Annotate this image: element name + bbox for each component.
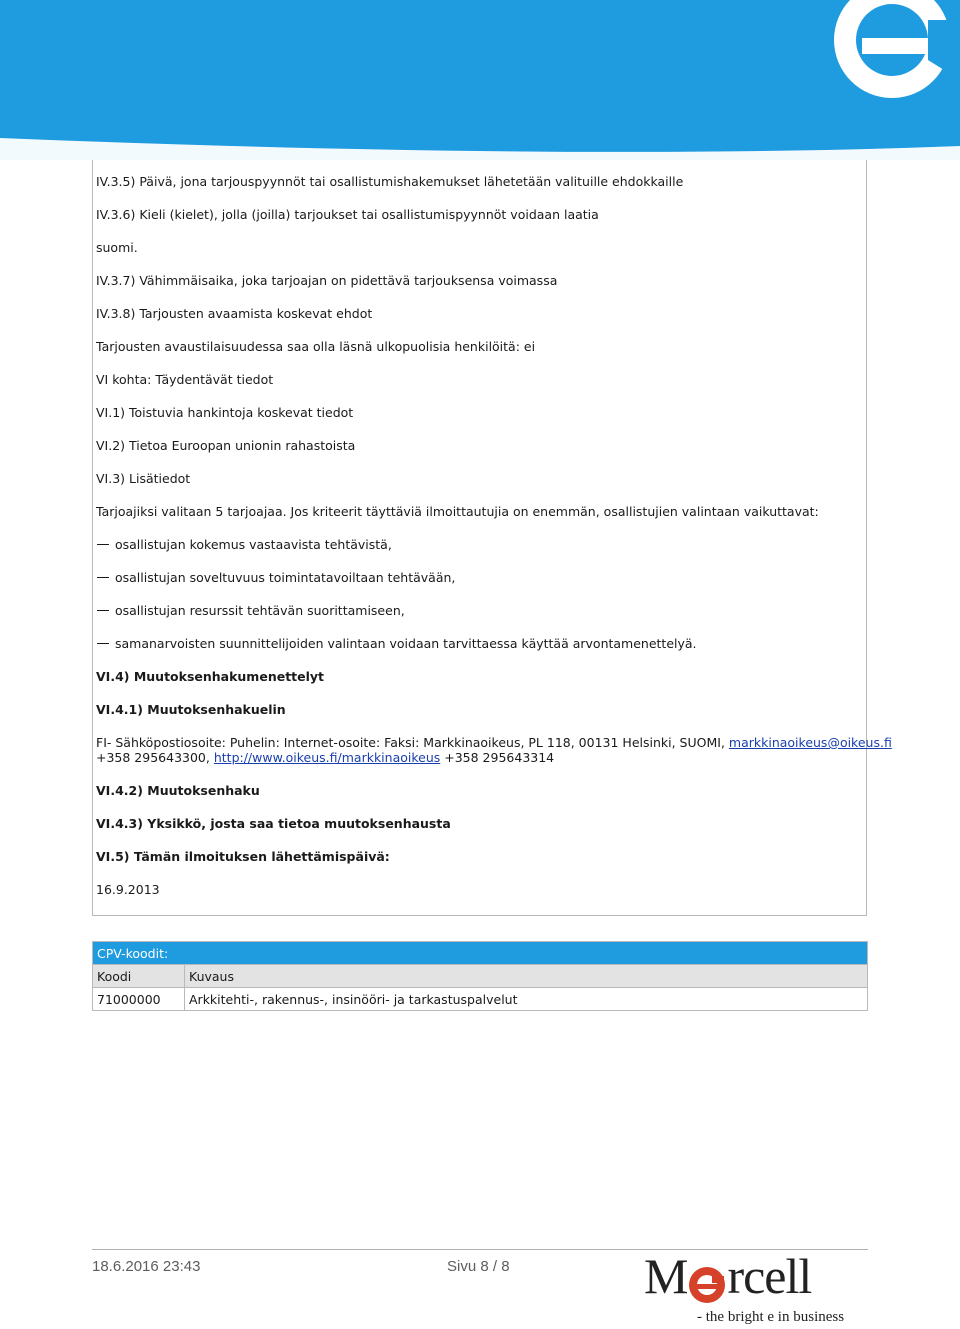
cpv-title: CPV-koodit: (93, 942, 868, 965)
cpv-col-desc: Kuvaus (185, 965, 868, 988)
dash-icon (97, 643, 109, 644)
footer-timestamp: 18.6.2016 23:43 (92, 1258, 201, 1275)
additional-info-text: Tarjoajiksi valitaan 5 tarjoajaa. Jos kriteerit täyttäviä ilmoittautujia on enemmän, osallistujien valintaan vaikuttavat: (96, 504, 819, 519)
email-link[interactable]: markkinaoikeus@oikeus.fi (728, 735, 892, 750)
company-logo (640, 1248, 870, 1329)
language-value: suomi. (96, 240, 138, 255)
cpv-code: 71000000 (93, 988, 185, 1011)
section-iv-3-6: IV.3.6) Kieli (kielet), jolla (joilla) tarjoukset tai osallistumispyynnöt voidaan laatia (96, 207, 599, 222)
review-body-contacts: +358 295643300, http://www.oikeus.fi/markkinaoikeus +358 295643314 (96, 750, 555, 765)
logo-e-icon (688, 1266, 726, 1304)
bullet-item: samanarvoisten suunnittelijoiden valintaan voidaan tarvittaessa käyttää arvontamenettelyä. (96, 636, 697, 651)
section-vi-4-1: VI.4.1) Muutoksenhakuelin (96, 702, 286, 717)
section-vi-2: VI.2) Tietoa Euroopan unionin rahastoista (96, 438, 356, 453)
cpv-desc: Arkkitehti-, rakennus-, insinööri- ja tarkastuspalvelut (185, 988, 868, 1011)
header-banner (0, 0, 960, 160)
section-iv-3-5: IV.3.5) Päivä, jona tarjouspyynnöt tai osallistumishakemukset lähetetään valituille ehdokkaille (96, 174, 684, 189)
elisa-e-icon (0, 0, 960, 160)
bullet-item: osallistujan kokemus vastaavista tehtävistä, (96, 537, 392, 552)
bullet-item: osallistujan soveltuvuus toimintatavoiltaan tehtävään, (96, 570, 455, 585)
section-vi-3: VI.3) Lisätiedot (96, 471, 191, 486)
logo-wordmark: M rcell (644, 1248, 812, 1304)
logo-tagline: - the bright e in business (697, 1309, 845, 1325)
cpv-col-code: Koodi (93, 965, 185, 988)
section-vi-heading: VI kohta: Täydentävät tiedot (96, 372, 274, 387)
website-link[interactable]: http://www.oikeus.fi/markkinaoikeus (213, 750, 441, 765)
dash-icon (97, 577, 109, 578)
page-number: Sivu 8 / 8 (447, 1258, 510, 1275)
dispatch-date: 16.9.2013 (96, 882, 160, 897)
dash-icon (97, 610, 109, 611)
opening-conditions-text: Tarjousten avaustilaisuudessa saa olla läsnä ulkopuolisia henkilöitä: ei (96, 339, 536, 354)
table-row (93, 988, 868, 1011)
review-body-address: FI- Sähköpostiosoite: Puhelin: Internet-osoite: Faksi: Markkinaoikeus, PL 118, 00131 Helsinki, SUOMI, markkinaoikeus@oikeus.fi (96, 735, 892, 750)
dash-icon (97, 544, 109, 545)
section-iv-3-7: IV.3.7) Vähimmäisaika, joka tarjoajan on pidettävä tarjouksensa voimassa (96, 273, 558, 288)
section-vi-4: VI.4) Muutoksenhakumenettelyt (96, 669, 325, 684)
section-vi-1: VI.1) Toistuvia hankintoja koskevat tiedot (96, 405, 354, 420)
section-vi-5: VI.5) Tämän ilmoituksen lähettämispäivä: (96, 849, 390, 864)
bullet-item: osallistujan resurssit tehtävän suorittamiseen, (96, 603, 405, 618)
section-vi-4-3: VI.4.3) Yksikkö, josta saa tietoa muutoksenhausta (96, 816, 451, 831)
cpv-table (92, 941, 868, 1011)
section-vi-4-2: VI.4.2) Muutoksenhaku (96, 783, 260, 798)
section-iv-3-8: IV.3.8) Tarjousten avaamista koskevat ehdot (96, 306, 373, 321)
